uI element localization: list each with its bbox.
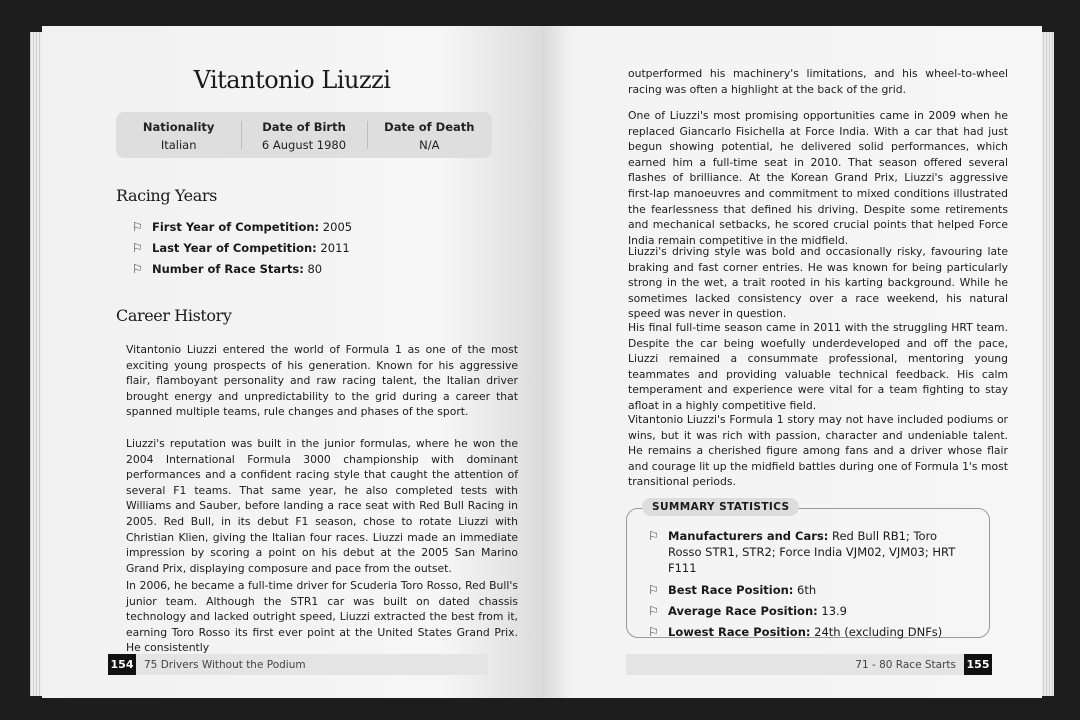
flag-icon: ⚐: [132, 262, 143, 276]
left-page: [42, 26, 542, 698]
fact-date-of-birth: [241, 112, 366, 158]
list-item: ⚐ Average Race Position: 13.9: [648, 601, 968, 622]
fact-label: Date of Birth: [262, 120, 346, 134]
paragraph: In 2006, he became a full-time driver for Scuderia Toro Rosso, Red Bull's junior team. Although the STR1 car was built on dated chassis technology and lacked outright speed, Liuzzi extracted the best from it, earning Toro Rosso its first ever point at the United States Grand Prix. He consistently: [126, 579, 518, 655]
paragraph: One of Liuzzi's most promising opportunities came in 2009 when he replaced Giancarlo Fisichella at Force India. With a car that had just begun showing potential, he delivered solid performances, which earned him a full-time seat in 2010. That season offered several flashes of brilliance. At the Korean Grand Prix, Liuzzi's aggressive first-lap manoeuvres and commitment to mixed conditions illustrated the fearlessness that defined his driving. Despite some retirements and mechanical setbacks, he scored crucial points that helped Force India remain competitive in the midfield.: [628, 109, 1008, 247]
flag-icon: ⚐: [648, 583, 659, 597]
racing-years-heading: Racing Years: [116, 186, 217, 205]
footer-text: 71 - 80 Race Starts: [855, 658, 956, 671]
racing-years-list: [132, 217, 352, 280]
open-book: [30, 26, 1054, 698]
fact-value: 6 August 1980: [261, 138, 347, 152]
list-item: ⚐ Lowest Race Position: 24th (excluding DNFs): [648, 622, 968, 643]
right-page: [542, 26, 1042, 698]
driver-facts-box: [116, 112, 492, 158]
fact-label: Date of Death: [384, 120, 475, 134]
list-item: ⚐ Best Race Position: 6th: [648, 580, 968, 601]
summary-statistics-heading: SUMMARY STATISTICS: [642, 498, 799, 516]
page-number: 154: [108, 654, 136, 675]
page-footer: [108, 654, 488, 675]
flag-icon: ⚐: [648, 625, 659, 639]
summary-statistics-list: [648, 526, 968, 643]
list-item: ⚐ Number of Race Starts: 80: [132, 259, 352, 280]
fact-value: Italian: [160, 138, 197, 152]
list-item: ⚐ Last Year of Competition: 2011: [132, 238, 352, 259]
fact-value: N/A: [419, 138, 440, 152]
list-item: ⚐ First Year of Competition: 2005: [132, 217, 352, 238]
paragraph: Liuzzi's reputation was built in the junior formulas, where he won the 2004 International Formula 3000 championship with dominant performances and a confident racing style that caught the attention of several F1 teams. That same year, he also completed tests with Williams and Sauber, before landing a race seat with Red Bull Racing in 2005. Red Bull, in its debut F1 season, chose to rotate Liuzzi with Christian Klien, giving the Italian four races. Liuzzi made an immediate impression by scoring a point on his debut at the 2005 San Marino Grand Prix, displaying composure and pace from the outset.: [126, 437, 518, 575]
paragraph: Vitantonio Liuzzi's Formula 1 story may not have included podiums or wins, but it was rich with passion, character and undeniable talent. He remains a cherished figure among fans and a driver whose flair and courage lit up the midfield battles during one of Formula 1's most transitional periods.: [628, 413, 1008, 489]
list-item: ⚐ Manufacturers and Cars: Red Bull RB1; Toro Rosso STR1, STR2; Force India VJM02, VJM03; HRT F111: [648, 529, 956, 575]
paragraph: Liuzzi's driving style was bold and occasionally risky, favouring late braking and fast corner entries. He was known for being particularly strong in the wet, a trait rooted in his karting background. While he sometimes lacked consistency over a race weekend, his natural speed was never in question.: [628, 245, 1008, 321]
fact-nationality: [116, 112, 241, 158]
page-number: 155: [964, 654, 992, 675]
paragraph: outperformed his machinery's limitations, and his wheel-to-wheel racing was often a highlight at the back of the grid.: [628, 67, 1008, 96]
paragraph: Vitantonio Liuzzi entered the world of Formula 1 as one of the most exciting young prospects of his generation. Known for his aggressive flair, flamboyant personality and raw racing talent, the Italian driver brought energy and unpredictability to the grid during a career that spanned multiple teams, rule changes and phases of the sport.: [126, 343, 518, 419]
flag-icon: ⚐: [132, 220, 143, 234]
flag-icon: ⚐: [132, 241, 143, 255]
page-title: Vitantonio Liuzzi: [193, 66, 391, 94]
paragraph: His final full-time season came in 2011 with the struggling HRT team. Despite the car being woefully underdeveloped and off the pace, Liuzzi remained a consummate professional, mentoring young teammates and providing valuable technical feedback. His calm temperament and experience were vital for a team fighting to stay afloat in a highly competitive field.: [628, 321, 1008, 412]
flag-icon: ⚐: [648, 529, 659, 543]
page-edges-right: [1040, 32, 1054, 696]
flag-icon: ⚐: [648, 604, 659, 618]
fact-date-of-death: [367, 112, 492, 158]
footer-text: 75 Drivers Without the Podium: [144, 658, 306, 671]
page-footer: [626, 654, 992, 675]
career-history-heading: Career History: [116, 306, 232, 325]
fact-label: Nationality: [142, 120, 215, 134]
